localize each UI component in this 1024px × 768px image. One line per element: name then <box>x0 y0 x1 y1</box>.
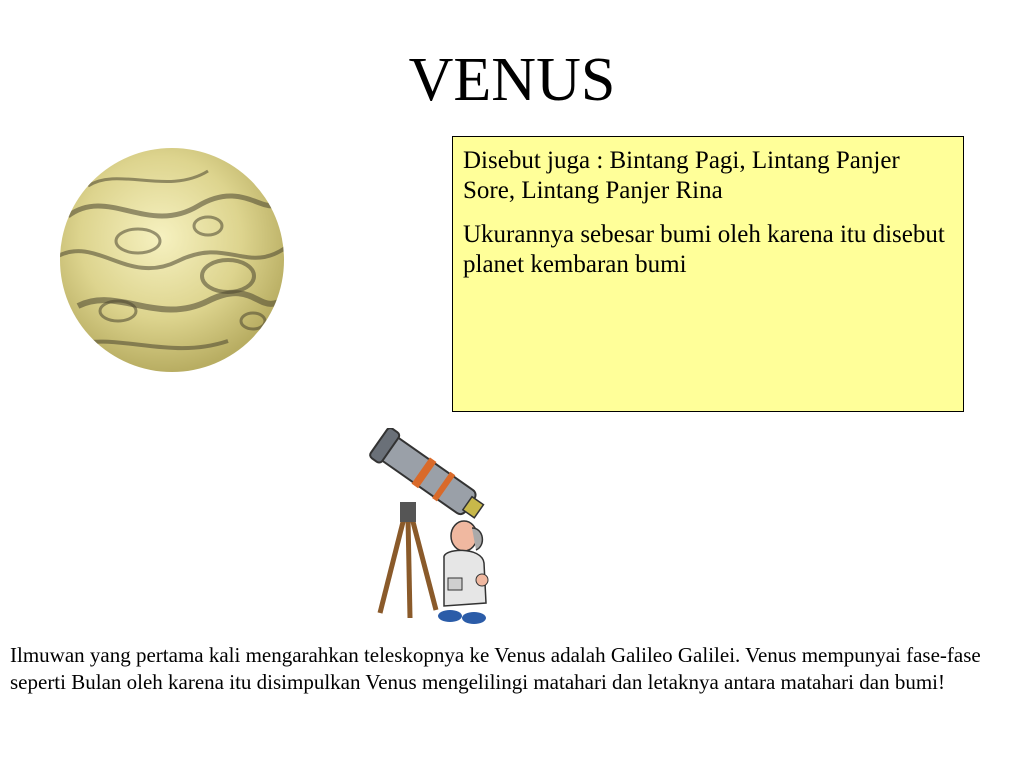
info-box <box>452 136 964 412</box>
slide-title: VENUS <box>408 46 616 114</box>
info-alias-text: Disebut juga : Bintang Pagi, Lintang Panjer Sore, Lintang Panjer Rina <box>463 147 900 204</box>
astronomer-telescope-icon <box>364 428 504 628</box>
caption-text: Ilmuwan yang pertama kali mengarahkan teleskopnya ke Venus adalah Galileo Galilei. Venus mempunyai fase-fase seperti Bulan oleh karena itu disimpulkan Venus mengelilingi matahari dan letaknya antara matahari dan bumi! <box>10 643 981 695</box>
info-size-text: Ukurannya sebesar bumi oleh karena itu disebut planet kembaran bumi <box>463 221 945 278</box>
venus-planet-image <box>58 146 286 374</box>
